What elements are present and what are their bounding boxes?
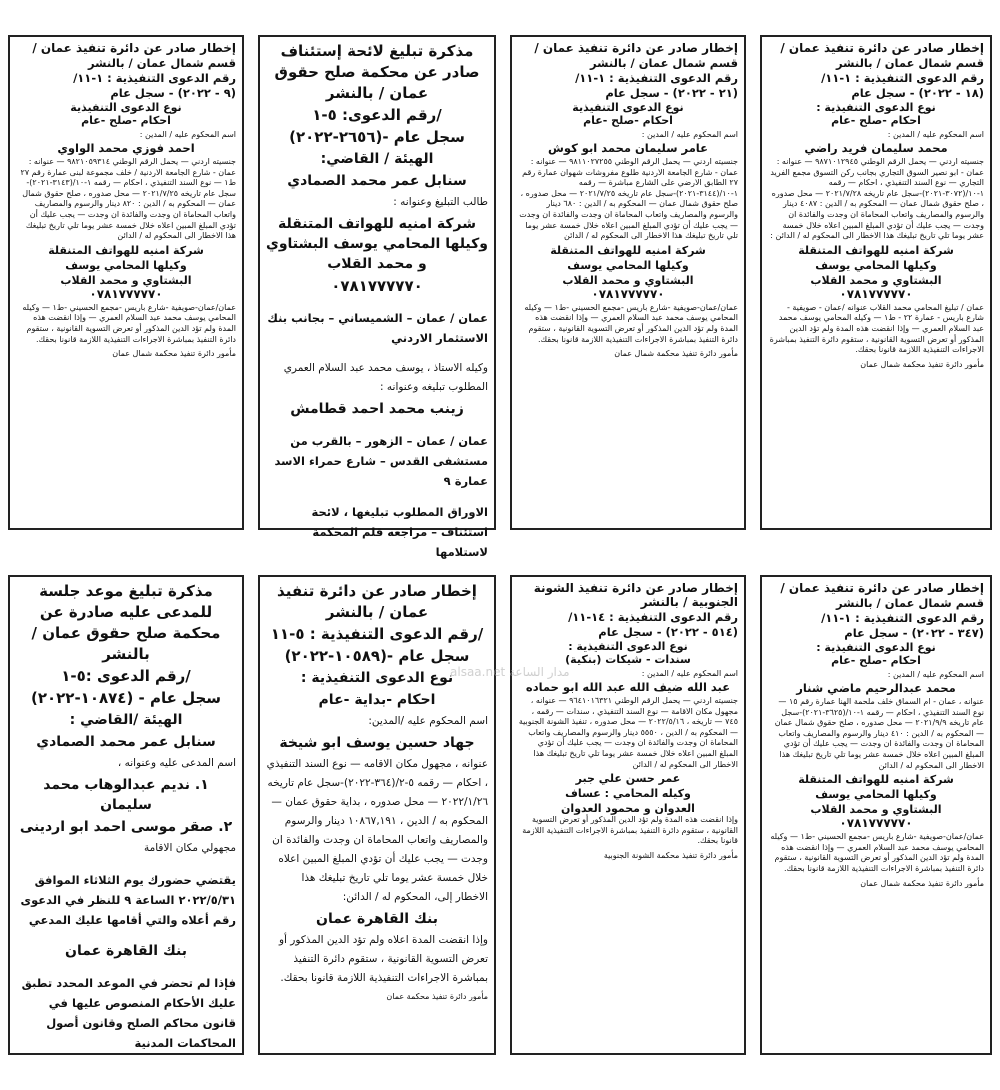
- lawyer-name: وكيلها المحامي يوسف: [815, 258, 937, 272]
- case-year: (١٨ - ٢٠٢٢) - سجل عام: [851, 86, 984, 100]
- case-number: رقم الدعوى :٥-١/: [61, 667, 191, 685]
- defendant-name: محمد سليمان فريد راضي: [804, 141, 948, 155]
- notice-details: جنسيته اردني — يحمل الرقم الوطني ٩٨٧١٠١٢٩٤٥ — عنوانه : عمان - ابو نصير السوق التجاري بجانب ركن التسوق مجمع الفريد التجاري — نوع السند التنفيذي ، احكام — رقمه ١-١٠/(٣٠٧٢-٢٠٢١)-سجل عام تاريخه ٢٠٢١/٧/٢٨ — محل صدوره ، صلح حقوق شمال عمان — المحكوم به / الدين : ٤٠٨٧ دينار والرسوم والمصاريف واتعاب المحاماة ان وجدت والفائدة ان وجدت — يجب عليك أن تؤدي المبلغ المبين اعلاه خلال خمسة عشر يوما تلي تاريخ تبليغك هذا الاخطار الى المحكوم له / الدائن :: [770, 157, 984, 241]
- case-type-label: نوع الدعوى التنفيذية: [572, 101, 684, 114]
- defendant-2: ٢. صقر موسى احمد ابو اردينى: [19, 819, 233, 835]
- execution-notice-4: [8, 35, 244, 530]
- case-number: رقم الدعوى التنفيذية : ١-١١/: [73, 71, 236, 85]
- case-type-label: نوع الدعوى التنفيذية :: [300, 670, 454, 686]
- creditor-name: عمر حسن علي جبر: [575, 772, 681, 786]
- notice-footer: مأمور دائرة تنفيذ محكمة شمال عمان: [614, 349, 738, 359]
- notice-header: إخطار صادر عن دائرة تنفيذ عمان /: [780, 581, 984, 595]
- session-notice: [8, 575, 244, 1055]
- case-type: احكام -صلح -عام: [81, 114, 171, 127]
- notice-footer: مأمور دائرة تنفيذ محكمة عمان: [386, 992, 488, 1001]
- notice-closing: عمان/عمان-صويفية -شارع باريس -مجمع الحسيني -ط١ — وكيله المحامي يوسف محمد عبد السلام العمري — وإذا انقضت هذه المدة ولم تؤد الدين المذكور أو تعرض التسوية القانونية ، ستقوم دائرة التنفيذ بمباشرة الاجراءات التنفيذية اللازمة قانونا بحقك.: [770, 832, 984, 873]
- case-year: (٢١ - ٢٠٢٢) - سجل عام: [605, 86, 738, 100]
- notice-footer: مأمور دائرة تنفيذ محكمة شمال عمان: [860, 359, 984, 369]
- creditor-name: شركة امنيه للهواتف المتنقلة: [798, 773, 954, 787]
- case-number: رقم الدعوى: ٥-١/: [312, 106, 442, 124]
- notice-footer: مأمور دائرة تنفيذ محكمة شمال عمان: [112, 349, 236, 359]
- notice-header: إخطار صادر عن دائرة تنفيذ الشونة الجنوبية / بالنشر: [533, 581, 738, 609]
- notice-closing: وإذا انقضت هذه المدة ولم تؤد الدين المذكور أو تعرض التسوية القانونية ، ستقوم دائرة التنفيذ بمباشرة الاجراءات التنفيذية اللازمة قانونا بحقك.: [522, 815, 738, 846]
- requester-label: طالب التبليغ وعنوانه :: [393, 196, 488, 208]
- case-year: (٥١٤ - ٢٠٢٢) - سجل عام: [598, 625, 738, 639]
- panel-label: الهيئة /القاضي :: [69, 712, 183, 728]
- lawyer-name: وكيلها المحامي يوسف: [65, 258, 187, 272]
- phone-number: ٠٧٨١٧٧٧٧٧٠: [839, 816, 913, 831]
- case-type-label: نوع الدعوى التنفيذية :: [568, 640, 688, 653]
- execution-notice-2: [510, 35, 746, 530]
- notice-footer: مأمور دائرة تنفيذ محكمة الشونة الجنوبية: [603, 850, 738, 860]
- notice-header: إخطار صادر عن دائرة تنفيذ عمان /: [534, 41, 738, 55]
- case-type-label: نوع الدعوى التنفيذية :: [816, 641, 936, 654]
- case-year: (١٠٨٧٤-٢٠٢٢) - سجل عام: [30, 689, 222, 707]
- notice-details: جنسيته اردني — يحمل الرقم الوطني ٩٨١١٠٢٧٢٥٥ — عنوانه : عمان - شارع الجامعة الاردنية طلوع مفروشات شهوان عمارة رقم ٢٧ الطابق الارضي على الشارع مباشرة — رقمه ١-١٠/(٣١٤٤-٢٠٢١)-سجل عام تاريخه ٢٠٢١/٧/٢٥ — محل صدوره ، صلح حقوق شمال عمان — المحكوم به / الدين : ٦٨٠ دينار والرسوم والمصاريف واتعاب المحاماة ان وجدت والفائدة ان وجدت — يجب عليك أن تؤدي المبلغ المبين اعلاه خلال خمسة عشر يوما تلي تاريخ تبليغك هذا الاخطار الى المحكوم له / الدائن: [519, 157, 738, 241]
- defendant-name: عامر سليمان محمد ابو كوش: [547, 141, 708, 155]
- lawyer-name: وكيله المحامي : عساف: [565, 787, 691, 801]
- execution-notice-7: [258, 575, 496, 1055]
- lawyer-name-2: العدوان و محمود العدوان: [561, 802, 695, 816]
- watermark: مدار الساعة alsaa.net: [450, 665, 570, 679]
- notice-footer: مأمور دائرة تنفيذ محكمة شمال عمان: [860, 878, 984, 888]
- defendant-name: جهاد حسين يوسف ابو شيخة: [279, 735, 475, 751]
- case-year: (٩ - ٢٠٢٢) - سجل عام: [110, 86, 236, 100]
- defendant-label: اسم المحكوم عليه / المدين :: [887, 130, 984, 139]
- case-number: رقم الدعوى التنفيذية : ٥-١١/: [270, 625, 484, 643]
- notice-header: مذكرة تبليغ لائحة إستئناف صادر عن محكمة صلح حقوق عمان / بالنشر: [274, 42, 480, 102]
- warning-text: فإذا لم تحضر في الموعد المحدد تطبق عليك الأحكام المنصوص عليها في قانون محاكم الصلح وقانون أصول المحاكمات المدنية: [21, 975, 236, 1050]
- panel-label: الهيئة / القاضي:: [320, 151, 434, 167]
- defendant-label: اسم المحكوم عليه / المدين :: [641, 130, 738, 139]
- case-type: احكام -صلح -عام: [831, 114, 921, 127]
- defendant-label: اسم المحكوم عليه / المدين :: [641, 669, 738, 678]
- phone-number: ٠٧٨١٧٧٧٧٧٠: [89, 286, 163, 301]
- case-type-label: نوع الدعوى التنفيذية :: [816, 101, 936, 114]
- lawyer-name-2: البشتاوي و محمد القلاب: [810, 803, 942, 817]
- lawyer-name: وكيلها المحامي يوسف: [815, 788, 937, 802]
- notice-header: إخطار صادر عن دائرة تنفيذ عمان /: [32, 41, 236, 55]
- unknown-residence: مجهولي مكان الاقامة: [143, 842, 236, 854]
- notice-dept: قسم شمال عمان / بالنشر: [590, 56, 738, 70]
- case-type: احكام -صلح -عام: [831, 654, 921, 667]
- case-year: (١٠٥٨٩-٢٠٢٢)- سجل عام: [284, 647, 470, 665]
- notice-details: جنسيته اردني — يحمل الرقم الوطني ٩٨٢١٠٥٩٣١٤ — عنوانه : عمان - شارع الجامعة الاردنية / خلف مجموعة لبنى عمارة رقم ٢٧ ط١ — نوع السند التنفيذي ، احكام — رقمه ١-١٠/(٣١٤٣-٢٠٢١)-سجل عام تاريخه ٢٠٢١/٧/٢٥ — محل صدوره ، صلح حقوق شمال عمان — المحكوم به / الدين : ٨٢٠ دينار والرسوم والمصاريف واتعاب المحاماة ان وجدت والفائدة ان وجدت — يجب عليك أن تؤدي المبلغ المبين اعلاه خلال خمسة عشر يوما تلي تاريخ تبليغك هذا الاخطار الى المحكوم له / الدائن: [20, 157, 236, 241]
- case-number: رقم الدعوى التنفيذية : ١-١١/: [821, 611, 984, 625]
- notice-closing: عمان/عمان-صويفية -شارع باريس -مجمع الحسيني -ط١ — وكيله المحامي يوسف محمد عبد السلام العمري — وإذا انقضت هذه المدة ولم تؤد الدين المذكور أو تعرض التسوية القانونية ، ستقوم دائرة التنفيذ بمباشرة الاجراءات التنفيذية اللازمة قانونا بحقك.: [22, 302, 236, 344]
- defendant-label: اسم المحكوم عليه /المدين:: [368, 715, 488, 727]
- case-number: رقم الدعوى التنفيذية : ١-١١/: [821, 71, 984, 85]
- defendant-label: اسم المحكوم عليه / المدين :: [887, 670, 984, 679]
- lawyer-name-2: البشتاوي و محمد القلاب: [60, 273, 192, 287]
- judge-name: سنابل عمر محمد الصمادي: [287, 173, 467, 189]
- defendants-label: اسم المدعى عليه وعنوانه ،: [117, 757, 236, 769]
- lawyer-name: وكيلها المحامي يوسف: [567, 258, 689, 272]
- execution-notice-1: [760, 35, 992, 530]
- case-type: احكام -بداية -عام: [318, 692, 436, 708]
- agent-name: وكيله الاستاذ ، يوسف محمد عبد السلام العمري: [283, 362, 488, 374]
- appeal-notice: [258, 35, 496, 559]
- defendant-name: محمد عبدالرحيم ماضي شنار: [796, 681, 956, 695]
- notice-closing: عمان / تبليغ المحامي محمد القلاب عنوانه /عمان - صويفية - شارع باريس - عمارة ٢٢ - ط١ — وكيله المحامي يوسف محمد عبد السلام العمري — وإذا انقضت هذه المدة ولم تؤد الدين المذكور أو تعرض التسوية القانونية ، ستقوم دائرة التنفيذ بمباشرة الاجراءات التنفيذية اللازمة قانونا بحقك.: [769, 302, 984, 355]
- execution-notice-6: [510, 575, 746, 1055]
- case-year: (٣٤٧ - ٢٠٢٢) - سجل عام: [844, 626, 984, 640]
- requester-name: شركة امنيه للهواتف المتنقلة وكيلها المحامي يوسف البشتاوي و محمد القلاب: [265, 216, 488, 272]
- requester-address: عمان / عمان – الشميساني – بجانب بنك الاستثمار الاردني: [267, 310, 488, 345]
- phone-number: ٠٧٨١٧٧٧٧٧٠: [591, 286, 665, 301]
- notice-header: إخطار صادر عن دائرة تنفيذ عمان / بالنشر: [277, 582, 477, 621]
- notice-dept: قسم شمال عمان / بالنشر: [88, 56, 236, 70]
- lawyer-name-2: البشتاوي و محمد القلاب: [810, 273, 942, 287]
- target-name: زينب محمد احمد قطامش: [290, 401, 464, 417]
- notice-details: جنسيته اردني — يحمل الرقم الوطني ٩٦٤١٠١٦٣٢١ — عنوانه ، مجهول مكان الاقامة — نوع السند التنفيذي ، سندات — رقمه ، ٧٤٥ — تاريخه ، ٢٠٢٢/٥/١٦ — محل صدوره ، تنفيذ الشونة الجنوبية — المحكوم به / الدين ، ٥٥٥٠ دينار والرسوم والمصاريف واتعاب المحاماة ان وجدت والفائدة ان وجدت — يجب عليك أن تؤدي المبلغ المبين اعلاه خلال خمسة عشر يوما تلي تاريخ تبليغك هذا الاخطار الى المحكوم له / الدائن: [518, 696, 738, 769]
- case-type: سندات - شيكات (بنكية): [565, 653, 691, 666]
- notice-details: عنوانه ، مجهول مكان الاقامه — نوع السند التنفيذي ، احكام — رقمه ٥-٢/(٣٦٤-٢٠٢٢)-سجل عام تاريخه ٢٠٢٢/١/٢٦ — محل صدوره ، بداية حقوق عمان — المحكوم به / الدين ، ١٠٨٦٧,١٩١ دينار والرسوم والمصاريف واتعاب المحاماة ان وجدت والفائدة ان وجدت — يجب عليك أن تؤدي المبلغ المبين اعلاه خلال خمسة عشر يوما تلي تاريخ تبليغك هذا الاخطار إلى، المحكوم له / الدائن:: [266, 758, 488, 903]
- creditor-name: بنك القاهرة عمان: [316, 911, 438, 927]
- notice-closing: وإذا انقضت المدة اعلاه ولم تؤد الدين المذكور أو تعرض التسوية القانونية ، ستقوم دائرة التنفيذ بمباشرة الاجراءات التنفيذية اللازمة قانونا بحقك.: [278, 934, 488, 984]
- lawyer-name-2: البشتاوي و محمد القلاب: [562, 273, 694, 287]
- notice-details: عنوانه ، عمان - ام السماق خلف ملحمة الهنا عمارة رقم ١٥ — نوع السند التنفيذي ، احكام — رقمه ١-١٠/(٣٦٢٥-٢٠٢١)-سجل عام تاريخه ٢٠٢١/٩/٩ — محل صدوره ، صلح حقوق شمال عمان — المحكوم به / الدين : ٤١٠ دينار والرسوم والمصاريف واتعاب المحاماة ان وجدت والفائدة ان وجدت — يجب عليك أن تؤدي المبلغ المبين اعلاه خلال خمسة عشر يوما تلي تاريخ تبليغك هذا الاخطار الى المحكوم له / الدائن: [774, 697, 984, 770]
- case-year: (٢٦٥٦-٢٠٢٢)- سجل عام: [289, 128, 465, 146]
- plaintiff-name: بنك القاهرة عمان: [65, 943, 187, 959]
- session-text: يقتضي حضورك يوم الثلاثاء الموافق ٢٠٢٢/٥/٣١ الساعة ٩ للنظر في الدعوى رقم أعلاه والتي أقامها عليك المدعي: [20, 872, 236, 927]
- phone-number: ٠٧٨١٧٧٧٧٧٠: [839, 286, 913, 301]
- papers-text: الاوراق المطلوب تبليغها ، لائحة استئناف – مراجعه قلم المحكمة لاستلامها: [311, 505, 488, 559]
- notice-dept: قسم شمال عمان / بالنشر: [836, 596, 984, 610]
- phone-number: ٠٧٨١٧٧٧٧٧٠: [331, 277, 423, 295]
- notice-closing: عمان/عمان-صويفية -شارع باريس -مجمع الحسيني -ط١ — وكيله المحامي يوسف محمد عبد السلام العمري — وإذا انقضت هذه المدة ولم تؤد الدين المذكور أو تعرض التسوية القانونية ، ستقوم دائرة التنفيذ بمباشرة الاجراءات التنفيذية اللازمة قانونا بحقك.: [524, 302, 738, 344]
- case-type: احكام -صلح -عام: [583, 114, 673, 127]
- case-number: رقم الدعوى التنفيذية : ١-١١/: [575, 71, 738, 85]
- case-number: رقم الدعوى التنفيذية : ١٤-١١/: [568, 610, 738, 624]
- case-type-label: نوع الدعوى التنفيذية: [70, 101, 182, 114]
- target-label: المطلوب تبليغه وعنوانه :: [380, 381, 488, 393]
- notice-header: مذكرة تبليغ موعد جلسة للمدعى عليه صادرة عن محكمة صلح حقوق عمان /بالنشر: [31, 582, 221, 663]
- judge-name: سنابل عمر محمد الصمادي: [36, 734, 216, 750]
- creditor-name: شركة امنيه للهواتف المتنقلة: [48, 243, 204, 257]
- target-address: عمان / عمان – الزهور – بالقرب من مستشفى القدس – شارع حمراء الاسد عمارة ٩: [274, 433, 488, 488]
- notice-header: إخطار صادر عن دائرة تنفيذ عمان /: [780, 41, 984, 55]
- defendant-1: ١. نديم عبدالوهاب محمد سليمان: [43, 777, 209, 813]
- creditor-name: شركة امنيه للهواتف المتنقلة: [550, 243, 706, 257]
- defendant-name: عبد الله ضيف الله عبد الله ابو حماده: [525, 680, 731, 694]
- notice-dept: قسم شمال عمان / بالنشر: [836, 56, 984, 70]
- defendant-name: احمد فوزي محمد الواوي: [57, 141, 195, 155]
- creditor-name: شركة امنيه للهواتف المتنقلة: [798, 243, 954, 257]
- execution-notice-5: [760, 575, 992, 1055]
- defendant-label: اسم المحكوم عليه / المدين :: [139, 130, 236, 139]
